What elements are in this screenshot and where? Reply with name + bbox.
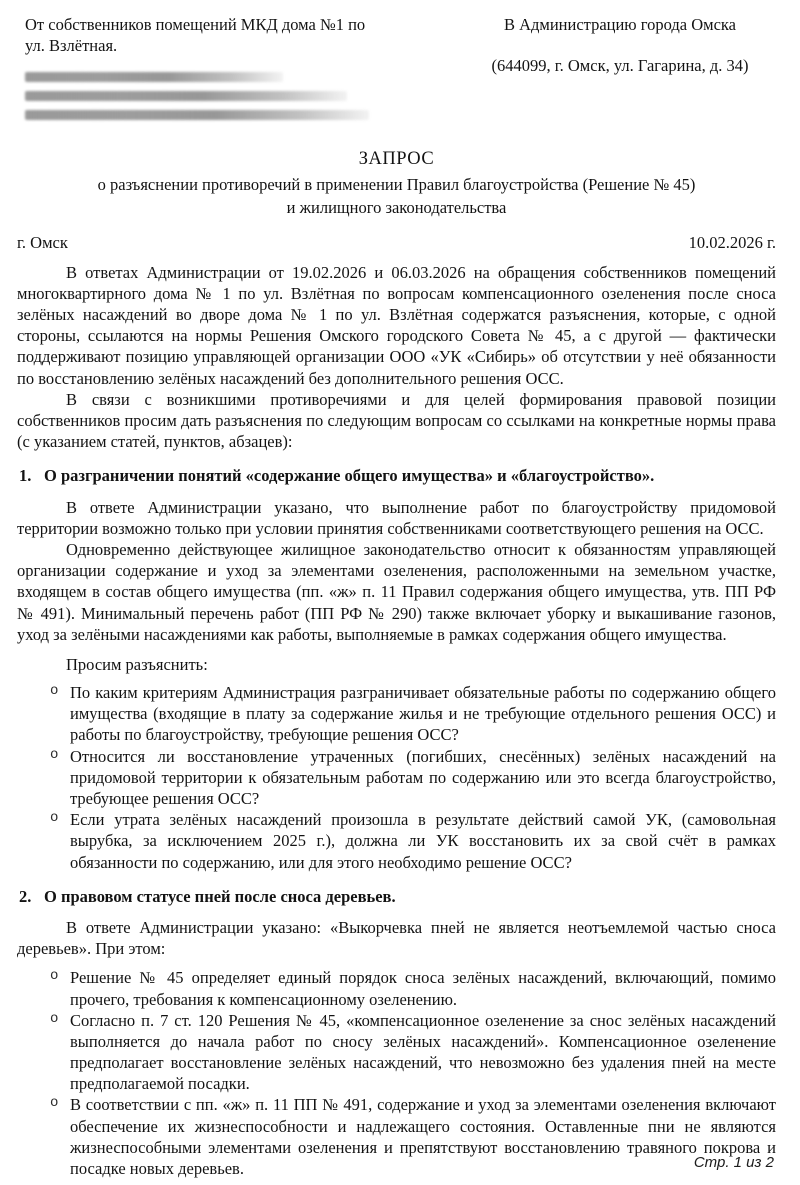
recipient-address: (644099, г. Омск, ул. Гагарина, д. 34) bbox=[491, 56, 749, 76]
section-paragraph: В ответе Администрации указано: «Выкорчевка пней не является неотъемлемой частью сноса деревьев». При этом: bbox=[17, 917, 776, 959]
section-number: 2. bbox=[19, 886, 32, 906]
list-item-text: По каким критериям Администрация разграничивает обязательные работы по содержанию общего имущества (входящие в плату за содержание жилья и не требующие отдельного решения ОСС) и работы по благоустройству, требующие решения ОСС? bbox=[70, 683, 776, 745]
sender-address: От собственников помещений МКД дома №1 по ул. Взлётная. bbox=[25, 15, 366, 56]
list-item bbox=[17, 1010, 776, 1095]
list-item-text: Если утрата зелёных насаждений произошла в результате действий самой УК, (самовольная вырубка, за исключением 2025 г.), должна ли УК восстановить их за свой счёт в рамках обязанности по содержанию, или для этого необходимо решение ОСС? bbox=[70, 810, 776, 872]
section-number: 1. bbox=[19, 466, 32, 486]
bullet-icon: o bbox=[50, 968, 59, 985]
bullet-icon: o bbox=[50, 746, 59, 763]
redacted-block bbox=[25, 72, 402, 120]
list-item-text: Относится ли восстановление утраченных (погибших, снесённых) зелёных насаждений на придомовой территории к обязательным работам по содержанию или это всегда благоустройство, требующее решения ОСС? bbox=[70, 746, 776, 809]
bullet-list bbox=[17, 967, 776, 1179]
page-number: Стр. 1 из 2 bbox=[693, 1153, 774, 1171]
intro-paragraph: В связи с возникшими противоречиями и для целей формирования правовой позиции собственников просим дать разъяснения по следующим вопросам со ссылками на конкретные нормы права (с указанием статей, пунктов, абзацев): bbox=[17, 389, 776, 452]
redacted-line bbox=[25, 72, 283, 82]
list-item bbox=[17, 746, 776, 810]
section-heading-text: О правовом статусе пней после сноса деревьев. bbox=[44, 886, 396, 906]
section-heading-text: О разграничении понятий «содержание общего имущества» и «благоустройство». bbox=[44, 466, 655, 486]
list-item-text: Решение № 45 определяет единый порядок сноса зелёных насаждений, включающий, помимо прочего, требования к компенсационному озеленению. bbox=[70, 968, 776, 1009]
bullet-icon: o bbox=[50, 683, 59, 700]
bullet-icon: o bbox=[50, 1095, 59, 1112]
list-item bbox=[17, 809, 776, 873]
bullet-list bbox=[17, 682, 776, 873]
section-paragraph: В ответе Администрации указано, что выполнение работ по благоустройству придомовой территории возможно только при условии принятия собственниками соответствующего решения на ОСС. bbox=[17, 497, 776, 538]
list-item bbox=[17, 967, 776, 1009]
redacted-line bbox=[25, 110, 369, 120]
list-item bbox=[17, 1094, 776, 1179]
document-subtitle-line1: о разъяснении противоречий в применении Правил благоустройства (Решение № 45) bbox=[97, 175, 696, 195]
section-lead: Просим разъяснить: bbox=[66, 654, 208, 674]
date-label: 10.02.2026 г. bbox=[688, 232, 776, 252]
section-heading bbox=[17, 886, 776, 907]
redacted-line bbox=[25, 91, 347, 101]
recipient-block bbox=[464, 14, 776, 76]
list-item bbox=[17, 682, 776, 746]
list-item-text: В соответствии с пп. «ж» п. 11 ПП № 491, содержание и уход за элементами озеленения включают обеспечение их жизнеспособности и надлежащего состояния. Оставленные пни не являются жизнеспособными элементами озеленения и препятствуют восстановлению травяного покрова и посадке новых деревьев. bbox=[70, 1095, 776, 1179]
section-heading bbox=[17, 465, 776, 486]
document-title: ЗАПРОС bbox=[358, 149, 435, 170]
document-subtitle-line2: и жилищного законодательства bbox=[286, 198, 507, 218]
sender-block bbox=[17, 14, 402, 129]
intro-paragraph: В ответах Администрации от 19.02.2026 и 06.03.2026 на обращения собственников помещений многоквартирного дома № 1 по ул. Взлётная по вопросам компенсационного озеленения после сноса зелёных насаждений во дворе дома № 1 по ул. Взлётная содержатся разъяснения, которые, с одной стороны, ссылаются на нормы Решения Омского городского Совета № 45, а с другой — фактически поддерживают позицию управляющей организации ООО «УК «Сибирь» об отсутствии у неё обязанности по восстановлению зелёных насаждений без дополнительного решения ОСС. bbox=[17, 262, 776, 388]
bullet-icon: o bbox=[50, 810, 59, 827]
place-label: г. Омск bbox=[17, 232, 68, 252]
bullet-icon: o bbox=[50, 1010, 59, 1027]
list-item-text: Согласно п. 7 ст. 120 Решения № 45, «компенсационное озеленение за снос зелёных насаждений выполняется до начала работ по сносу зелёных насаждений». Компенсационное озеленение предполагает восстановление зелёных насаждений, что невозможно без удаления пней на месте предполагаемой посадки. bbox=[70, 1010, 776, 1094]
section-paragraph: Одновременно действующее жилищное законодательство относит к обязанностям управляющей организации содержание и уход за элементами озеленения, расположенными на земельном участке, входящем в состав общего имущества (пп. «ж» п. 11 Правил содержания общего имущества, утв. ПП РФ № 491). Минимальный перечень работ (ПП РФ № 290) также включает уборку и выкашивание газонов, уход за зелёными насаждениями как работы, выполняемые в рамках содержания общего имущества. bbox=[17, 539, 776, 644]
document-header bbox=[17, 14, 776, 129]
recipient-name: В Администрацию города Омска bbox=[503, 15, 737, 34]
dateline bbox=[17, 232, 776, 253]
